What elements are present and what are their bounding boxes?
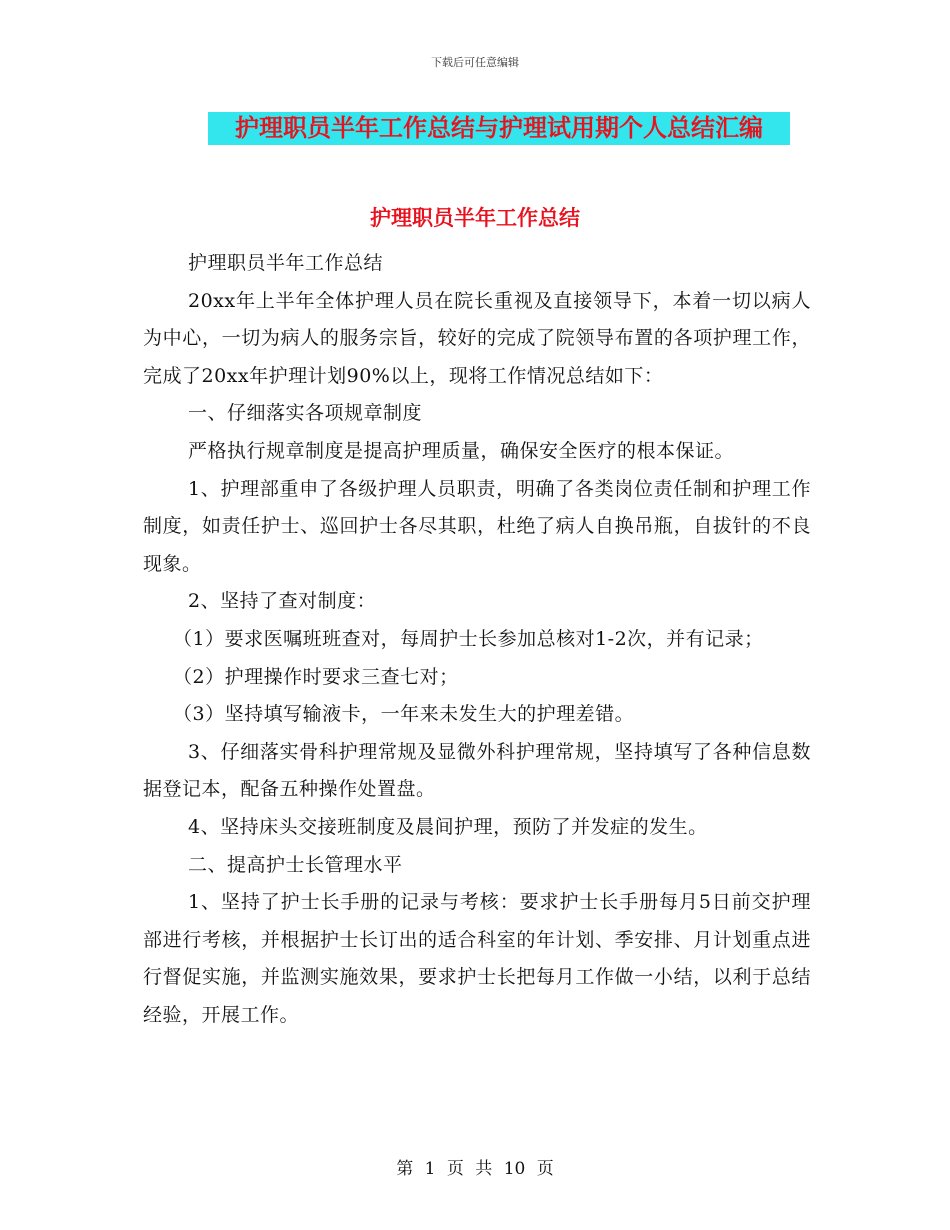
paragraph: 1、护理部重申了各级护理人员职责，明确了各类岗位责任制和护理工作制度，如责任护士、巡回护士各尽其职，杜绝了病人自换吊瓶，自拔针的不良现象。	[143, 477, 811, 575]
paragraph: 20xx年上半年全体护理人员在院长重视及直接领导下，本着一切以病人为中心，一切为病人的服务宗旨，较好的完成了院领导布置的各项护理工作，完成了20xx年护理计划90%以上，现将工作情况总结如下：	[143, 289, 811, 387]
paragraph: 1、坚持了护士长手册的记录与考核：要求护士长手册每月5日前交护理部进行考核，并根据护士长订出的适合科室的年计划、季安排、月计划重点进行督促实施，并监测实施效果，要求护士长把每月工作做一小结，以利于总结经验，开展工作。	[143, 891, 811, 1026]
paragraph: 2、坚持了查对制度：	[188, 590, 377, 613]
paragraph: （2）护理操作时要求三查七对；	[173, 665, 459, 688]
paragraph: 4、坚持床头交接班制度及晨间护理，预防了并发症的发生。	[188, 815, 708, 838]
page-footer: 第 1 页 共 10 页	[396, 1159, 554, 1179]
paragraph: 一、仔细落实各项规章制度	[188, 402, 423, 425]
paragraph: 3、仔细落实骨科护理常规及显微外科护理常规，坚持填写了各种信息数据登记本，配备五种操作处置盘。	[143, 740, 811, 801]
header-note: 下载后可任意编辑	[431, 56, 519, 69]
paragraph: （3）坚持填写输液卡，一年来未发生大的护理差错。	[173, 703, 635, 726]
paragraph: 严格执行规章制度是提高护理质量，确保安全医疗的根本保证。	[188, 439, 735, 462]
document-title: 护理职员半年工作总结与护理试用期个人总结汇编	[208, 112, 790, 145]
paragraph: 护理职员半年工作总结	[188, 252, 384, 274]
section-title: 护理职员半年工作总结	[370, 206, 580, 230]
paragraph: （1）要求医嘱班班查对，每周护士长参加总核对1-2次，并有记录；	[173, 627, 764, 650]
document-body	[143, 245, 811, 1034]
paragraph: 二、提高护士长管理水平	[188, 853, 403, 876]
